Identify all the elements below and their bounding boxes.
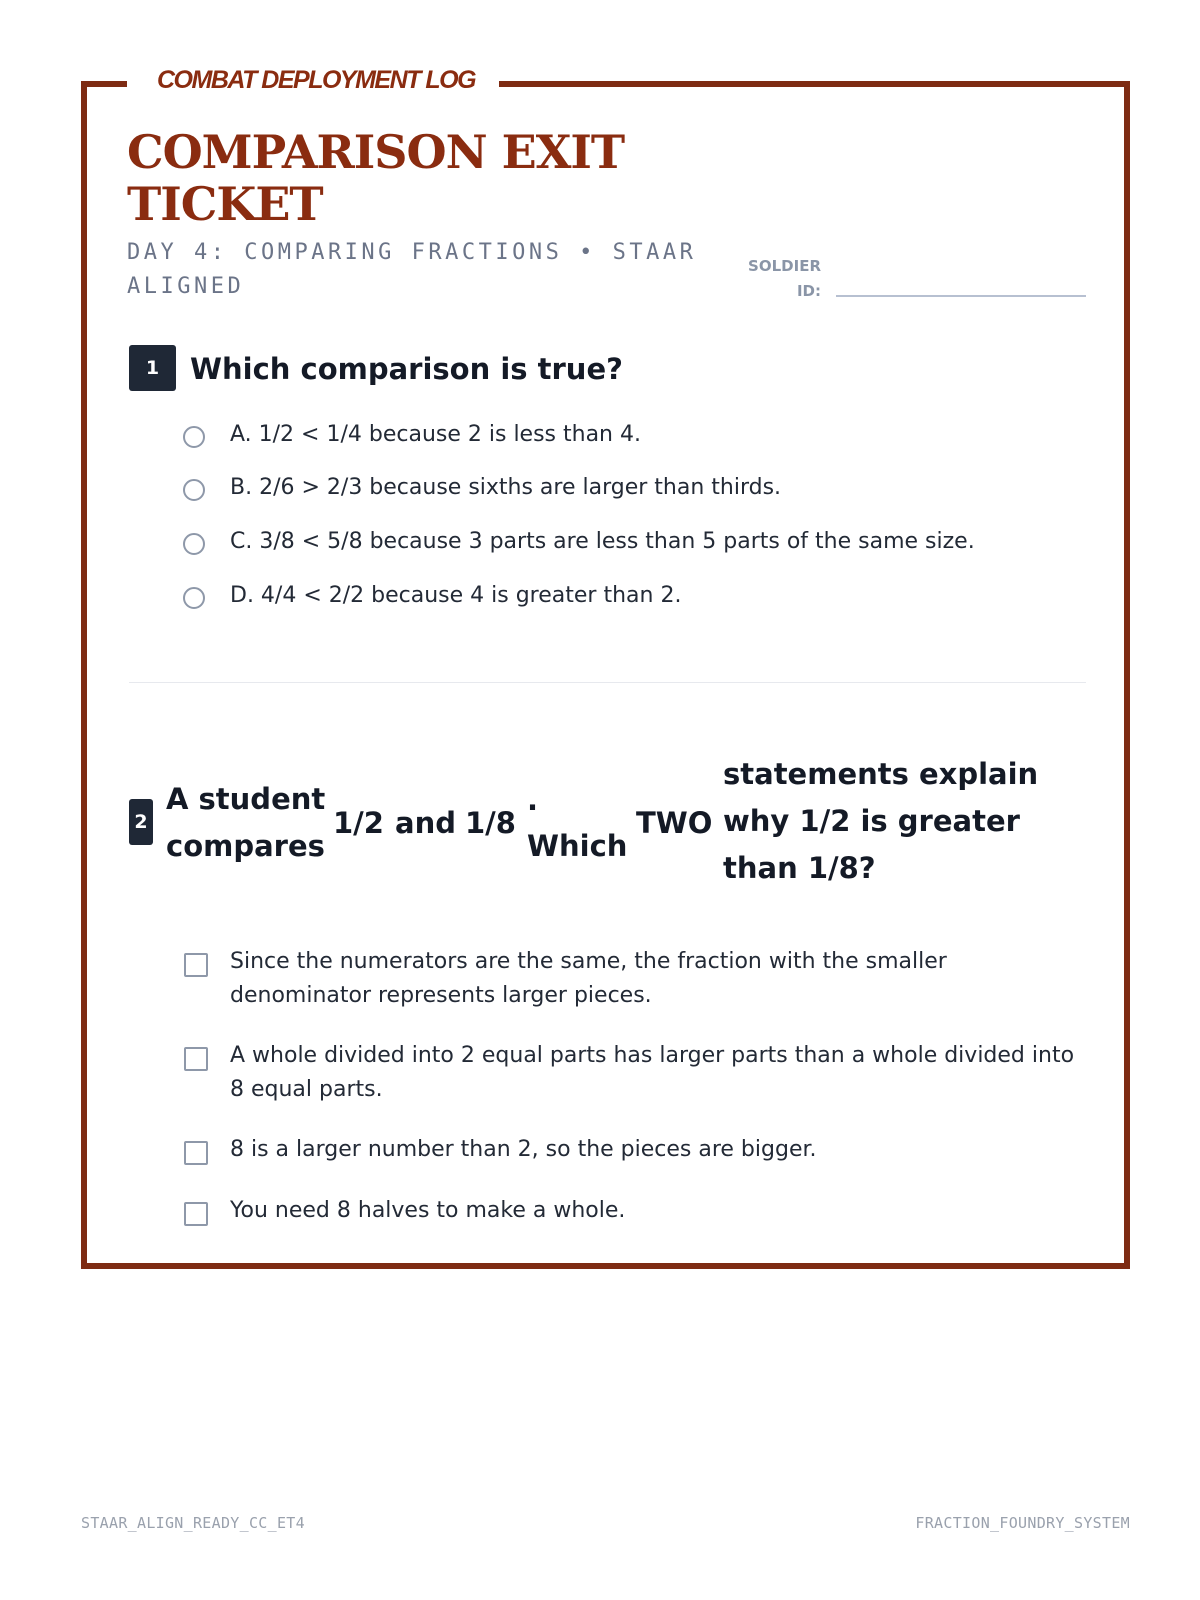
question-2-fraction-1: 1/2 <box>333 806 384 840</box>
footer-left-code: STAAR_ALIGN_READY_CC_ET4 <box>81 1514 305 1532</box>
option-c-label: C. 3/8 < 5/8 because 3 parts are less than 5 parts of the same size. <box>230 529 975 554</box>
question-2-which: Which <box>527 829 628 863</box>
page-title: COMPARISON EXIT TICKET <box>127 125 625 231</box>
statement-4-label: You need 8 halves to make a whole. <box>230 1198 626 1223</box>
question-2-fraction-2: 1/8 <box>465 806 516 840</box>
soldier-id-label: SOLDIER ID: <box>748 257 821 300</box>
question-1-number: 1 <box>129 345 176 391</box>
option-b-label: B. 2/6 > 2/3 because sixths are larger than thirds. <box>230 475 782 500</box>
question-2-and: and <box>395 806 456 840</box>
option-a-label: A. 1/2 < 1/4 because 2 is less than 4. <box>230 422 641 447</box>
question-2-period: . <box>527 783 539 817</box>
statement-2-checkbox[interactable] <box>184 1047 208 1071</box>
statement-3-label: 8 is a larger number than 2, so the pieces are bigger. <box>230 1137 817 1162</box>
question-2-number: 2 <box>129 799 153 845</box>
statement-1-label: Since the numerators are the same, the fraction with the smaller denominator represents larger pieces. <box>230 949 947 1008</box>
option-a-radio[interactable] <box>183 426 205 448</box>
section-divider <box>129 682 1086 683</box>
soldier-id-input[interactable] <box>836 295 1086 297</box>
frame-label: COMBAT DEPLOYMENT LOG <box>127 60 499 100</box>
question-2-prompt-end: statements explain why 1/2 is greater than 1/8? <box>723 757 1039 885</box>
statement-3-checkbox[interactable] <box>184 1141 208 1165</box>
statement-2-label: A whole divided into 2 equal parts has larger parts than a whole divided into 8 equal parts. <box>230 1043 1075 1102</box>
statement-1-checkbox[interactable] <box>184 953 208 977</box>
option-d-label: D. 4/4 < 2/2 because 4 is greater than 2. <box>230 583 682 608</box>
option-c-radio[interactable] <box>183 533 205 555</box>
footer-right-code: FRACTION_FOUNDRY_SYSTEM <box>915 1514 1130 1532</box>
question-1-prompt: Which comparison is true? <box>190 352 623 386</box>
question-2-emphasis: TWO <box>636 806 713 840</box>
question-2-prompt-start: A student compares <box>166 782 326 863</box>
page-subtitle: DAY 4: COMPARING FRACTIONS • STAAR ALIGNED <box>127 240 697 299</box>
option-d-radio[interactable] <box>183 587 205 609</box>
option-b-radio[interactable] <box>183 479 205 501</box>
statement-4-checkbox[interactable] <box>184 1202 208 1226</box>
